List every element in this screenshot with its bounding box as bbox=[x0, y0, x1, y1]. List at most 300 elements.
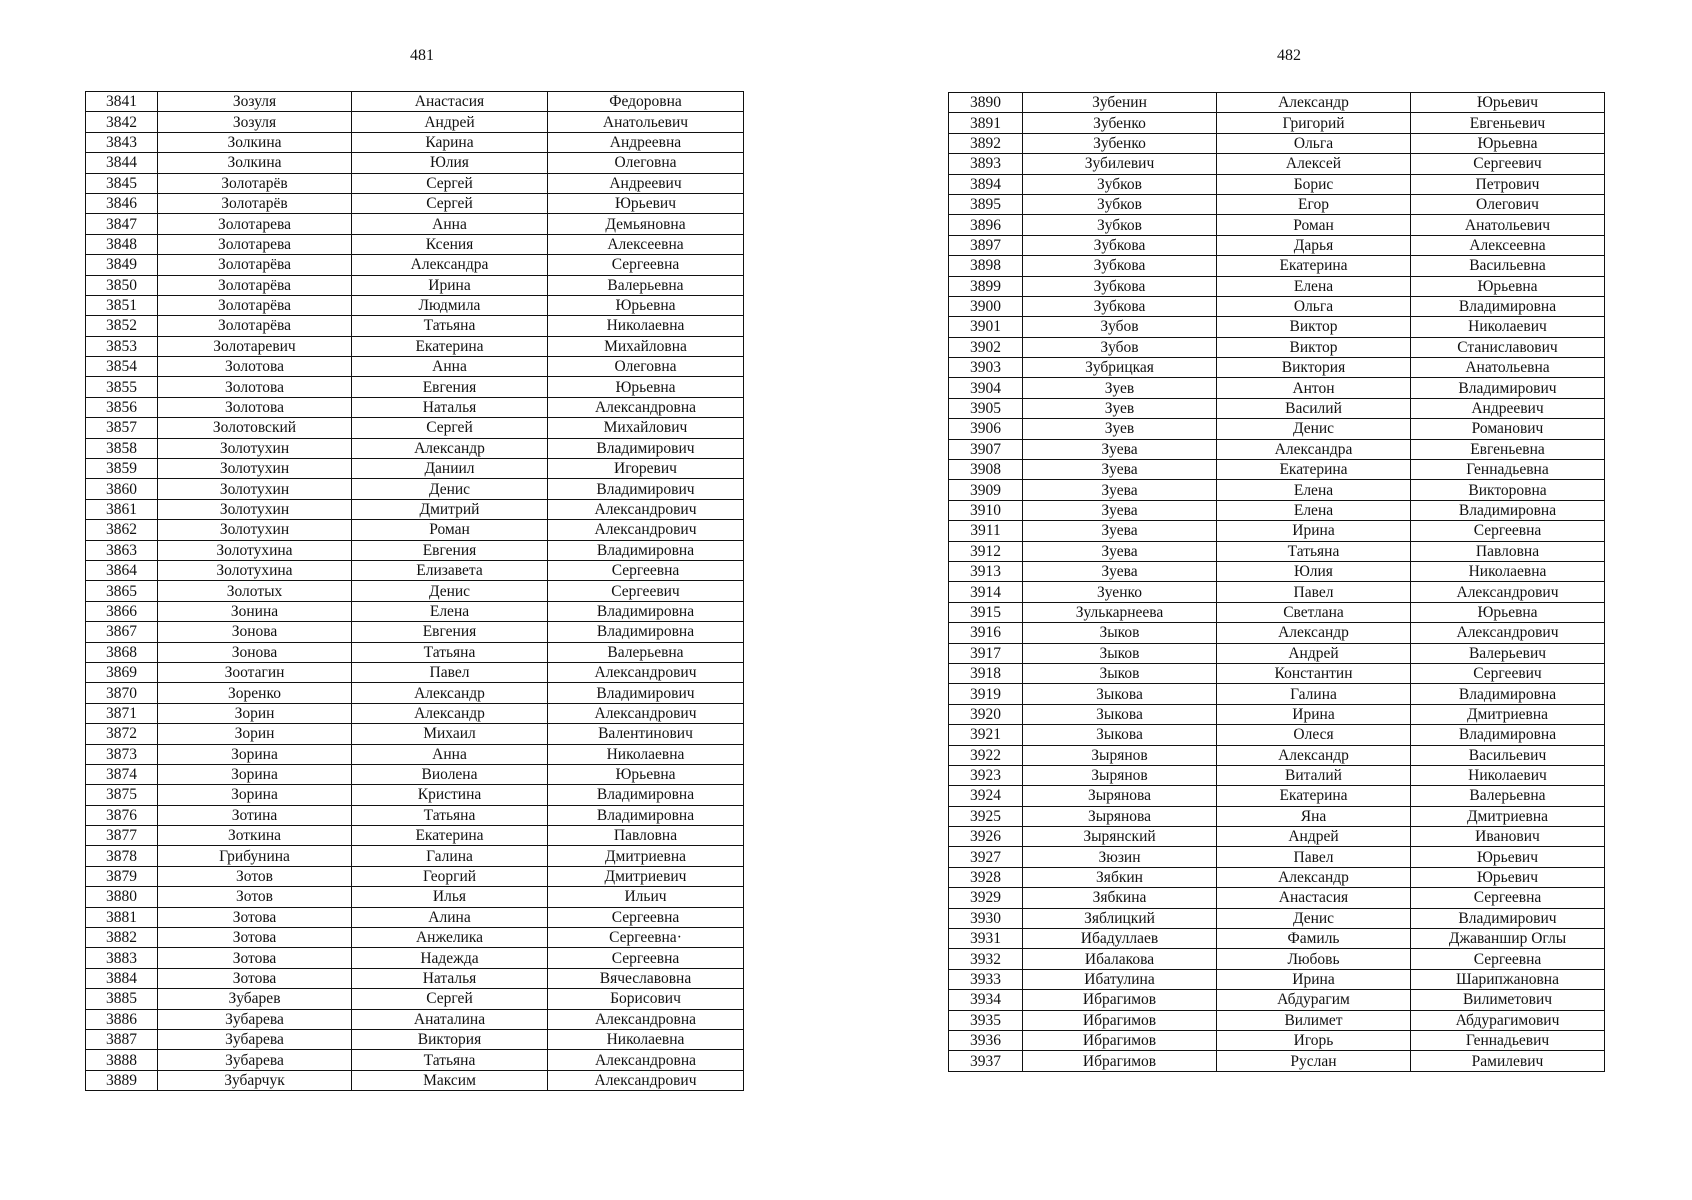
first-name-cell: Василий bbox=[1217, 398, 1411, 418]
row-number-cell: 3919 bbox=[949, 684, 1023, 704]
surname-cell: Зубов bbox=[1023, 337, 1217, 357]
first-name-cell: Евгения bbox=[352, 622, 548, 642]
patronymic-cell: Дмитриевна bbox=[1411, 806, 1605, 826]
table-row bbox=[86, 438, 744, 458]
patronymic-cell: Юрьевна bbox=[548, 377, 744, 397]
table-row bbox=[949, 276, 1605, 296]
surname-cell: Зубенко bbox=[1023, 133, 1217, 153]
first-name-cell: Татьяна bbox=[352, 642, 548, 662]
table-row bbox=[86, 805, 744, 825]
first-name-cell: Андрей bbox=[352, 112, 548, 132]
surname-cell: Зоткина bbox=[158, 826, 352, 846]
row-number-cell: 3917 bbox=[949, 643, 1023, 663]
row-number-cell: 3936 bbox=[949, 1030, 1023, 1050]
row-number-cell: 3931 bbox=[949, 929, 1023, 949]
table-row bbox=[949, 113, 1605, 133]
first-name-cell: Виктория bbox=[1217, 358, 1411, 378]
surname-cell: Зорин bbox=[158, 724, 352, 744]
row-number-cell: 3906 bbox=[949, 419, 1023, 439]
patronymic-cell: Владимирович bbox=[548, 438, 744, 458]
surname-cell: Зорина bbox=[158, 764, 352, 784]
table-row bbox=[86, 683, 744, 703]
patronymic-cell: Геннадьевич bbox=[1411, 1030, 1605, 1050]
patronymic-cell: Федоровна bbox=[548, 92, 744, 112]
first-name-cell: Анжелика bbox=[352, 928, 548, 948]
first-name-cell: Ирина bbox=[1217, 704, 1411, 724]
row-number-cell: 3876 bbox=[86, 805, 158, 825]
patronymic-cell: Александровна bbox=[548, 1050, 744, 1070]
surname-cell: Зубкова bbox=[1023, 296, 1217, 316]
first-name-cell: Анаталина bbox=[352, 1009, 548, 1029]
patronymic-cell: Рамилевич bbox=[1411, 1051, 1605, 1071]
first-name-cell: Денис bbox=[352, 479, 548, 499]
patronymic-cell: Николаевич bbox=[1411, 317, 1605, 337]
patronymic-cell: Сергеевна bbox=[1411, 949, 1605, 969]
table-row bbox=[86, 112, 744, 132]
patronymic-cell: Олеговна bbox=[548, 357, 744, 377]
patronymic-cell: Сергеевна bbox=[548, 560, 744, 580]
patronymic-cell: Юрьевич bbox=[1411, 93, 1605, 113]
table-row bbox=[86, 642, 744, 662]
surname-cell: Ибрагимов bbox=[1023, 1010, 1217, 1030]
first-name-cell: Ольга bbox=[1217, 133, 1411, 153]
table-row bbox=[86, 744, 744, 764]
row-number-cell: 3859 bbox=[86, 459, 158, 479]
surname-cell: Зотова bbox=[158, 968, 352, 988]
surname-cell: Зотова bbox=[158, 907, 352, 927]
first-name-cell: Михаил bbox=[352, 724, 548, 744]
table-row bbox=[86, 316, 744, 336]
first-name-cell: Егор bbox=[1217, 194, 1411, 214]
surname-cell: Золотухин bbox=[158, 520, 352, 540]
patronymic-cell: Алексеевна bbox=[548, 234, 744, 254]
names-table-right bbox=[948, 92, 1605, 1072]
patronymic-cell: Алексеевна bbox=[1411, 235, 1605, 255]
patronymic-cell: Юрьевна bbox=[1411, 276, 1605, 296]
first-name-cell: Ольга bbox=[1217, 296, 1411, 316]
patronymic-cell: Анатольевич bbox=[1411, 215, 1605, 235]
first-name-cell: Яна bbox=[1217, 806, 1411, 826]
table-row bbox=[949, 765, 1605, 785]
row-number-cell: 3925 bbox=[949, 806, 1023, 826]
table-row bbox=[86, 907, 744, 927]
patronymic-cell: Дмитриевич bbox=[548, 866, 744, 886]
table-row bbox=[949, 745, 1605, 765]
table-row bbox=[949, 296, 1605, 316]
surname-cell: Зябкина bbox=[1023, 888, 1217, 908]
first-name-cell: Карина bbox=[352, 132, 548, 152]
first-name-cell: Екатерина bbox=[1217, 786, 1411, 806]
surname-cell: Ибрагимов bbox=[1023, 990, 1217, 1010]
first-name-cell: Елена bbox=[352, 601, 548, 621]
patronymic-cell: Сергеевич bbox=[1411, 154, 1605, 174]
row-number-cell: 3867 bbox=[86, 622, 158, 642]
patronymic-cell: Вячеславовна bbox=[548, 968, 744, 988]
row-number-cell: 3915 bbox=[949, 602, 1023, 622]
surname-cell: Зубарев bbox=[158, 989, 352, 1009]
surname-cell: Зубкова bbox=[1023, 256, 1217, 276]
patronymic-cell: Романович bbox=[1411, 419, 1605, 439]
row-number-cell: 3851 bbox=[86, 295, 158, 315]
patronymic-cell: Васильевна bbox=[1411, 256, 1605, 276]
first-name-cell: Евгения bbox=[352, 540, 548, 560]
surname-cell: Золотарева bbox=[158, 214, 352, 234]
patronymic-cell: Валерьевич bbox=[1411, 643, 1605, 663]
patronymic-cell: Николаевна bbox=[548, 316, 744, 336]
table-row bbox=[86, 826, 744, 846]
table-row bbox=[86, 1009, 744, 1029]
first-name-cell: Юлия bbox=[352, 153, 548, 173]
patronymic-cell: Юрьевич bbox=[548, 193, 744, 213]
patronymic-cell: Сергеевна bbox=[548, 948, 744, 968]
row-number-cell: 3908 bbox=[949, 460, 1023, 480]
patronymic-cell: Андреевич bbox=[1411, 398, 1605, 418]
patronymic-cell: Валерьевна bbox=[1411, 786, 1605, 806]
row-number-cell: 3882 bbox=[86, 928, 158, 948]
first-name-cell: Елена bbox=[1217, 276, 1411, 296]
table-row bbox=[86, 866, 744, 886]
row-number-cell: 3901 bbox=[949, 317, 1023, 337]
row-number-cell: 3894 bbox=[949, 174, 1023, 194]
first-name-cell: Александра bbox=[352, 255, 548, 275]
row-number-cell: 3865 bbox=[86, 581, 158, 601]
row-number-cell: 3854 bbox=[86, 357, 158, 377]
patronymic-cell: Юрьевна bbox=[1411, 602, 1605, 622]
row-number-cell: 3921 bbox=[949, 725, 1023, 745]
first-name-cell: Александр bbox=[352, 703, 548, 723]
surname-cell: Зуева bbox=[1023, 541, 1217, 561]
first-name-cell: Виталий bbox=[1217, 765, 1411, 785]
table-row bbox=[949, 929, 1605, 949]
surname-cell: Золотарёва bbox=[158, 255, 352, 275]
patronymic-cell: Евгеньевич bbox=[1411, 113, 1605, 133]
surname-cell: Золотова bbox=[158, 357, 352, 377]
table-row bbox=[949, 256, 1605, 276]
row-number-cell: 3910 bbox=[949, 500, 1023, 520]
first-name-cell: Даниил bbox=[352, 459, 548, 479]
surname-cell: Зыков bbox=[1023, 623, 1217, 643]
surname-cell: Ибатулина bbox=[1023, 969, 1217, 989]
patronymic-cell: Викторовна bbox=[1411, 480, 1605, 500]
row-number-cell: 3935 bbox=[949, 1010, 1023, 1030]
table-row bbox=[949, 990, 1605, 1010]
table-row bbox=[949, 786, 1605, 806]
first-name-cell: Татьяна bbox=[352, 1050, 548, 1070]
row-number-cell: 3852 bbox=[86, 316, 158, 336]
first-name-cell: Вилимет bbox=[1217, 1010, 1411, 1030]
table-row bbox=[86, 928, 744, 948]
table-row bbox=[949, 949, 1605, 969]
first-name-cell: Георгий bbox=[352, 866, 548, 886]
surname-cell: Зыков bbox=[1023, 663, 1217, 683]
table-row bbox=[86, 357, 744, 377]
first-name-cell: Елена bbox=[1217, 480, 1411, 500]
surname-cell: Зуенко bbox=[1023, 582, 1217, 602]
row-number-cell: 3848 bbox=[86, 234, 158, 254]
patronymic-cell: Николаевна bbox=[1411, 561, 1605, 581]
surname-cell: Зырянов bbox=[1023, 745, 1217, 765]
first-name-cell: Светлана bbox=[1217, 602, 1411, 622]
table-row bbox=[86, 703, 744, 723]
row-number-cell: 3909 bbox=[949, 480, 1023, 500]
first-name-cell: Надежда bbox=[352, 948, 548, 968]
first-name-cell: Ксения bbox=[352, 234, 548, 254]
patronymic-cell: Александровна bbox=[548, 1009, 744, 1029]
table-row bbox=[949, 663, 1605, 683]
first-name-cell: Наталья bbox=[352, 397, 548, 417]
first-name-cell: Анна bbox=[352, 744, 548, 764]
first-name-cell: Сергей bbox=[352, 173, 548, 193]
row-number-cell: 3872 bbox=[86, 724, 158, 744]
first-name-cell: Татьяна bbox=[352, 316, 548, 336]
row-number-cell: 3841 bbox=[86, 92, 158, 112]
table-row bbox=[949, 684, 1605, 704]
table-row bbox=[86, 479, 744, 499]
first-name-cell: Людмила bbox=[352, 295, 548, 315]
first-name-cell: Алина bbox=[352, 907, 548, 927]
patronymic-cell: Валерьевна bbox=[548, 275, 744, 295]
first-name-cell: Любовь bbox=[1217, 949, 1411, 969]
surname-cell: Золотых bbox=[158, 581, 352, 601]
row-number-cell: 3907 bbox=[949, 439, 1023, 459]
row-number-cell: 3902 bbox=[949, 337, 1023, 357]
table-row bbox=[86, 887, 744, 907]
first-name-cell: Роман bbox=[352, 520, 548, 540]
surname-cell: Золотарёва bbox=[158, 275, 352, 295]
first-name-cell: Анастасия bbox=[1217, 888, 1411, 908]
surname-cell: Золотухина bbox=[158, 540, 352, 560]
patronymic-cell: Александрович bbox=[548, 499, 744, 519]
table-row bbox=[949, 541, 1605, 561]
surname-cell: Зырянский bbox=[1023, 827, 1217, 847]
patronymic-cell: Юрьевна bbox=[548, 295, 744, 315]
row-number-cell: 3903 bbox=[949, 358, 1023, 378]
first-name-cell: Константин bbox=[1217, 663, 1411, 683]
table-row bbox=[86, 255, 744, 275]
row-number-cell: 3914 bbox=[949, 582, 1023, 602]
first-name-cell: Ирина bbox=[1217, 969, 1411, 989]
patronymic-cell: Дмитриевна bbox=[548, 846, 744, 866]
first-name-cell: Анна bbox=[352, 357, 548, 377]
table-row bbox=[86, 785, 744, 805]
row-number-cell: 3874 bbox=[86, 764, 158, 784]
row-number-cell: 3928 bbox=[949, 867, 1023, 887]
patronymic-cell: Владимирович bbox=[548, 479, 744, 499]
surname-cell: Зотова bbox=[158, 948, 352, 968]
patronymic-cell: Петрович bbox=[1411, 174, 1605, 194]
patronymic-cell: Юрьевич bbox=[1411, 847, 1605, 867]
table-row bbox=[949, 643, 1605, 663]
surname-cell: Золотухин bbox=[158, 459, 352, 479]
patronymic-cell: Владимирович bbox=[1411, 908, 1605, 928]
table-row bbox=[949, 827, 1605, 847]
first-name-cell: Григорий bbox=[1217, 113, 1411, 133]
table-row bbox=[949, 1051, 1605, 1071]
surname-cell: Золотарева bbox=[158, 234, 352, 254]
row-number-cell: 3842 bbox=[86, 112, 158, 132]
surname-cell: Золотаревич bbox=[158, 336, 352, 356]
first-name-cell: Галина bbox=[1217, 684, 1411, 704]
first-name-cell: Сергей bbox=[352, 193, 548, 213]
surname-cell: Золкина bbox=[158, 132, 352, 152]
first-name-cell: Фамиль bbox=[1217, 929, 1411, 949]
table-row bbox=[86, 418, 744, 438]
patronymic-cell: Игоревич bbox=[548, 459, 744, 479]
patronymic-cell: Александрович bbox=[1411, 623, 1605, 643]
row-number-cell: 3873 bbox=[86, 744, 158, 764]
table-row bbox=[949, 969, 1605, 989]
row-number-cell: 3853 bbox=[86, 336, 158, 356]
surname-cell: Зырянов bbox=[1023, 765, 1217, 785]
table-row bbox=[949, 439, 1605, 459]
surname-cell: Зубкова bbox=[1023, 276, 1217, 296]
patronymic-cell: Александрович bbox=[548, 703, 744, 723]
patronymic-cell: Павловна bbox=[548, 826, 744, 846]
table-row bbox=[949, 154, 1605, 174]
table-row bbox=[86, 397, 744, 417]
row-number-cell: 3929 bbox=[949, 888, 1023, 908]
first-name-cell: Кристина bbox=[352, 785, 548, 805]
first-name-cell: Руслан bbox=[1217, 1051, 1411, 1071]
row-number-cell: 3930 bbox=[949, 908, 1023, 928]
first-name-cell: Анастасия bbox=[352, 92, 548, 112]
patronymic-cell: Николаевна bbox=[548, 744, 744, 764]
table-row bbox=[86, 662, 744, 682]
first-name-cell: Сергей bbox=[352, 418, 548, 438]
surname-cell: Зыков bbox=[1023, 643, 1217, 663]
first-name-cell: Павел bbox=[1217, 582, 1411, 602]
table-row bbox=[86, 499, 744, 519]
surname-cell: Зуев bbox=[1023, 398, 1217, 418]
page-number-right: 482 bbox=[1277, 47, 1301, 64]
first-name-cell: Анна bbox=[352, 214, 548, 234]
first-name-cell: Павел bbox=[352, 662, 548, 682]
row-number-cell: 3926 bbox=[949, 827, 1023, 847]
surname-cell: Золотова bbox=[158, 397, 352, 417]
surname-cell: Зябкин bbox=[1023, 867, 1217, 887]
row-number-cell: 3900 bbox=[949, 296, 1023, 316]
row-number-cell: 3904 bbox=[949, 378, 1023, 398]
table-row bbox=[949, 460, 1605, 480]
table-row bbox=[86, 764, 744, 784]
surname-cell: Зубов bbox=[1023, 317, 1217, 337]
first-name-cell: Виктор bbox=[1217, 337, 1411, 357]
patronymic-cell: Станиславович bbox=[1411, 337, 1605, 357]
table-row bbox=[86, 92, 744, 112]
table-row bbox=[86, 968, 744, 988]
surname-cell: Зотов bbox=[158, 866, 352, 886]
row-number-cell: 3923 bbox=[949, 765, 1023, 785]
table-row bbox=[949, 378, 1605, 398]
first-name-cell: Елена bbox=[1217, 500, 1411, 520]
patronymic-cell: Владимировна bbox=[548, 601, 744, 621]
table-row bbox=[949, 888, 1605, 908]
surname-cell: Золотарёва bbox=[158, 316, 352, 336]
surname-cell: Золотова bbox=[158, 377, 352, 397]
table-row bbox=[949, 480, 1605, 500]
surname-cell: Зыкова bbox=[1023, 684, 1217, 704]
patronymic-cell: Александрович bbox=[548, 1070, 744, 1090]
table-row bbox=[86, 989, 744, 1009]
first-name-cell: Борис bbox=[1217, 174, 1411, 194]
row-number-cell: 3863 bbox=[86, 540, 158, 560]
patronymic-cell: Абдурагимович bbox=[1411, 1010, 1605, 1030]
patronymic-cell: Николаевна bbox=[548, 1029, 744, 1049]
table-row bbox=[949, 500, 1605, 520]
table-row bbox=[949, 521, 1605, 541]
surname-cell: Зулькарнеева bbox=[1023, 602, 1217, 622]
first-name-cell: Игорь bbox=[1217, 1030, 1411, 1050]
surname-cell: Зырянова bbox=[1023, 786, 1217, 806]
row-number-cell: 3889 bbox=[86, 1070, 158, 1090]
surname-cell: Золотовский bbox=[158, 418, 352, 438]
row-number-cell: 3888 bbox=[86, 1050, 158, 1070]
patronymic-cell: Михайлович bbox=[548, 418, 744, 438]
first-name-cell: Александр bbox=[1217, 93, 1411, 113]
first-name-cell: Денис bbox=[352, 581, 548, 601]
table-row bbox=[86, 1029, 744, 1049]
row-number-cell: 3881 bbox=[86, 907, 158, 927]
patronymic-cell: Владимировна bbox=[548, 622, 744, 642]
first-name-cell: Александр bbox=[1217, 745, 1411, 765]
patronymic-cell: Владимировна bbox=[1411, 296, 1605, 316]
patronymic-cell: Демьяновна bbox=[548, 214, 744, 234]
row-number-cell: 3912 bbox=[949, 541, 1023, 561]
patronymic-cell: Юрьевич bbox=[1411, 867, 1605, 887]
row-number-cell: 3844 bbox=[86, 153, 158, 173]
surname-cell: Зубарева bbox=[158, 1050, 352, 1070]
table-row bbox=[949, 867, 1605, 887]
surname-cell: Зубрицкая bbox=[1023, 358, 1217, 378]
row-number-cell: 3870 bbox=[86, 683, 158, 703]
surname-cell: Ибалакова bbox=[1023, 949, 1217, 969]
patronymic-cell: Евгеньевна bbox=[1411, 439, 1605, 459]
row-number-cell: 3855 bbox=[86, 377, 158, 397]
surname-cell: Золотарёв bbox=[158, 173, 352, 193]
patronymic-cell: Геннадьевна bbox=[1411, 460, 1605, 480]
surname-cell: Зоотагин bbox=[158, 662, 352, 682]
row-number-cell: 3868 bbox=[86, 642, 158, 662]
table-row bbox=[949, 174, 1605, 194]
patronymic-cell: Олеговна bbox=[548, 153, 744, 173]
patronymic-cell: Андреевна bbox=[548, 132, 744, 152]
patronymic-cell: Сергеевна bbox=[548, 255, 744, 275]
patronymic-cell: Ильич bbox=[548, 887, 744, 907]
first-name-cell: Екатерина bbox=[352, 826, 548, 846]
row-number-cell: 3869 bbox=[86, 662, 158, 682]
surname-cell: Золотухин bbox=[158, 438, 352, 458]
row-number-cell: 3849 bbox=[86, 255, 158, 275]
first-name-cell: Андрей bbox=[1217, 643, 1411, 663]
row-number-cell: 3927 bbox=[949, 847, 1023, 867]
table-row bbox=[949, 725, 1605, 745]
table-row bbox=[86, 193, 744, 213]
first-name-cell: Татьяна bbox=[1217, 541, 1411, 561]
table-row bbox=[949, 398, 1605, 418]
row-number-cell: 3934 bbox=[949, 990, 1023, 1010]
surname-cell: Зыкова bbox=[1023, 725, 1217, 745]
table-row bbox=[86, 1050, 744, 1070]
table-row bbox=[949, 317, 1605, 337]
patronymic-cell: Борисович bbox=[548, 989, 744, 1009]
surname-cell: Зубков bbox=[1023, 215, 1217, 235]
row-number-cell: 3892 bbox=[949, 133, 1023, 153]
patronymic-cell: Владимировна bbox=[1411, 500, 1605, 520]
table-row bbox=[86, 560, 744, 580]
row-number-cell: 3858 bbox=[86, 438, 158, 458]
table-row bbox=[949, 419, 1605, 439]
surname-cell: Золотухин bbox=[158, 499, 352, 519]
